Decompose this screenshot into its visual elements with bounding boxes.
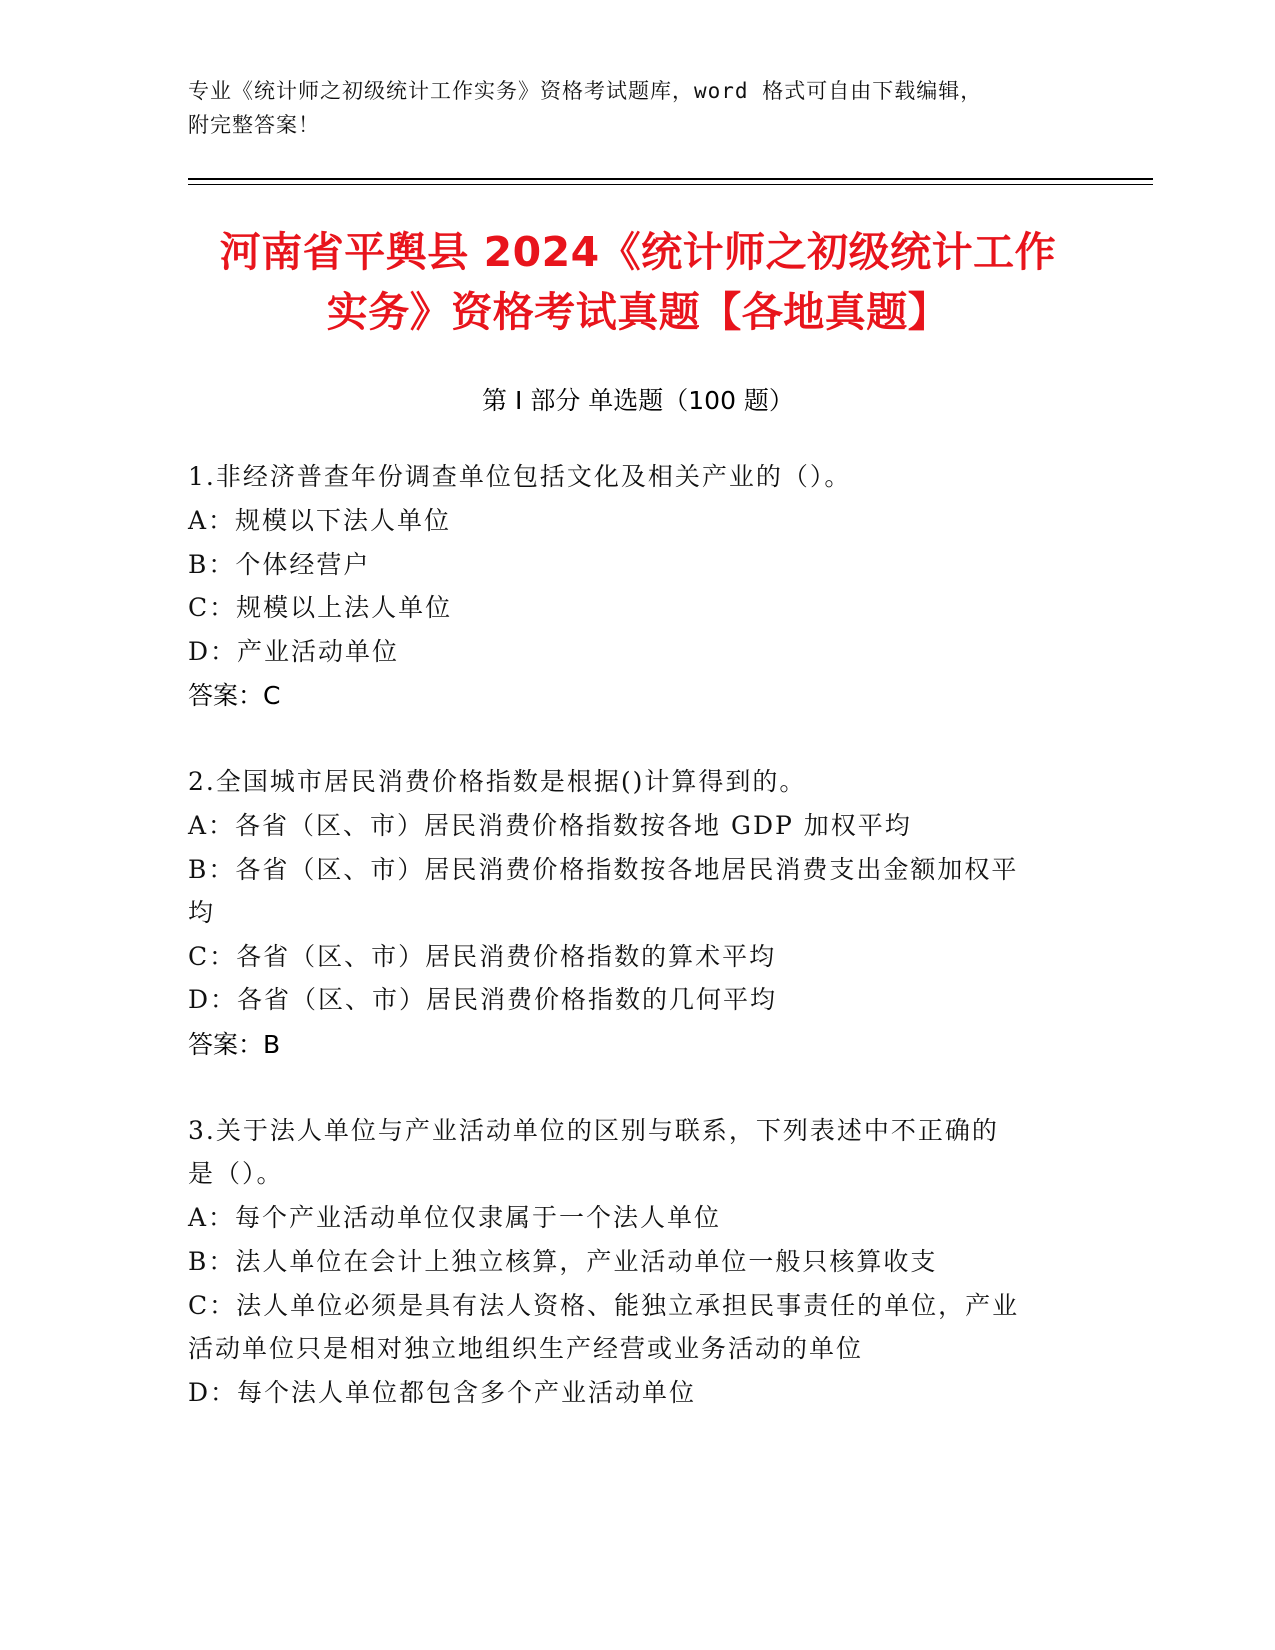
option-d: D：各省（区、市）居民消费价格指数的几何平均 <box>188 985 778 1014</box>
option-c-continued: 活动单位只是相对独立地组织生产经营或业务活动的单位 <box>188 1334 864 1363</box>
header-divider <box>188 178 1153 180</box>
option-b: B：法人单位在会计上独立核算，产业活动单位一般只核算收支 <box>188 1247 938 1276</box>
document-title-line: 实务》资格考试真题【各地真题】 <box>326 288 950 336</box>
header-note-line: 附完整答案！ <box>188 113 320 137</box>
question-stem: 1.非经济普查年份调查单位包括文化及相关产业的（）。 <box>188 462 852 491</box>
option-d: D：每个法人单位都包含多个产业活动单位 <box>188 1378 697 1407</box>
question-stem: 2.全国城市居民消费价格指数是根据()计算得到的。 <box>188 767 807 796</box>
header-divider-thin <box>188 184 1153 185</box>
option-a: A：规模以下法人单位 <box>188 506 452 535</box>
question-stem: 3.关于法人单位与产业活动单位的区别与联系，下列表述中不正确的 <box>188 1116 999 1145</box>
section-title: 第 I 部分 单选题（100 题） <box>482 386 794 415</box>
answer-label: 答案：B <box>188 1030 281 1059</box>
document-title <box>188 222 1088 342</box>
option-c: C：规模以上法人单位 <box>188 593 453 622</box>
option-b: B：各省（区、市）居民消费价格指数按各地居民消费支出金额加权平 <box>188 855 1019 884</box>
option-a: A：每个产业活动单位仅隶属于一个法人单位 <box>188 1203 722 1232</box>
header-note <box>188 74 1068 142</box>
option-d: D：产业活动单位 <box>188 637 400 666</box>
option-c: C：法人单位必须是具有法人资格、能独立承担民事责任的单位，产业 <box>188 1291 1020 1320</box>
option-c: C：各省（区、市）居民消费价格指数的算术平均 <box>188 942 777 971</box>
answer-label: 答案：C <box>188 681 281 710</box>
header-note-line: 专业《统计师之初级统计工作实务》资格考试题库，word 格式可自由下载编辑， <box>188 79 983 103</box>
option-b-continued: 均 <box>188 898 216 927</box>
option-a: A：各省（区、市）居民消费价格指数按各地 GDP 加权平均 <box>188 811 912 840</box>
option-b: B：个体经营户 <box>188 550 371 579</box>
question-stem-continued: 是（）。 <box>188 1159 284 1188</box>
document-title-line: 河南省平舆县 2024《统计师之初级统计工作 <box>219 228 1057 276</box>
